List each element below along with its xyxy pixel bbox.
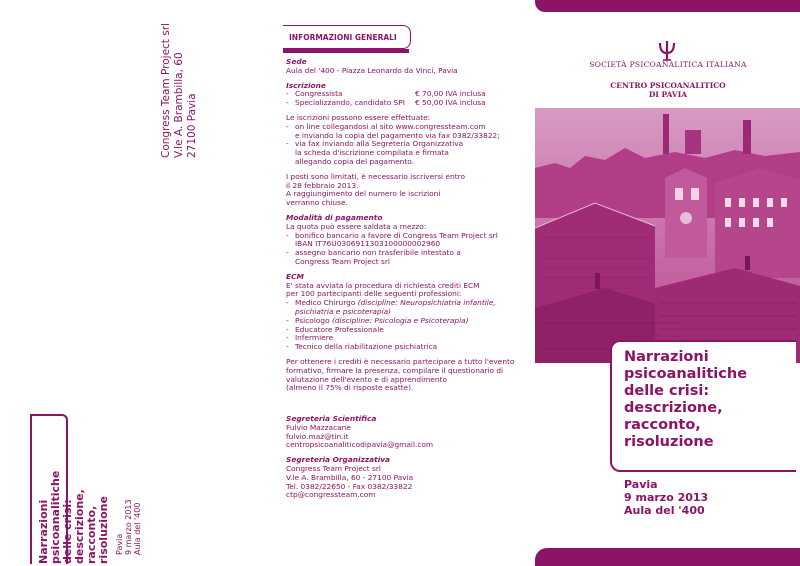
registration-intro: Le iscrizioni possono essere effettuate:: [286, 112, 431, 122]
fee-label: - Specializzando, candidato SPI: [295, 98, 405, 108]
limited-text: I posti sono limitati, è necessario iscriversi entro: [286, 171, 465, 181]
organizing-email: ctp@congressteam.com: [286, 490, 376, 500]
back-title-line: delle crisi:: [61, 499, 74, 564]
cover-title-line: Narrazioni: [624, 349, 709, 365]
registration-fax-cont: la scheda d'iscrizione compilata e firmata: [295, 148, 449, 158]
cover-venue: Aula del '400: [624, 504, 705, 517]
organizing-address: V.le A. Brambilla, 60 - 27100 Pavia: [286, 472, 414, 482]
top-band: [535, 0, 800, 12]
back-title-line: descrizione,: [73, 489, 86, 564]
mailing-company: Congress Team Project srl: [160, 23, 172, 158]
credits-text: formativo, firmare la presenza, compilare il questionario di: [286, 365, 504, 375]
cover-title-line: descrizione,: [624, 400, 723, 416]
scientific-email: centropsicoanaliticodipavia@gmail.com: [286, 440, 434, 450]
mailing-street: V.le A. Brambilla, 60: [173, 52, 185, 158]
cover-event-info: [624, 478, 774, 517]
credits-text: valutazione dell'evento e di apprendimento: [286, 374, 448, 384]
profession-item: - Educatore Professionale: [286, 326, 526, 335]
cover-title-line: psicoanalitiche: [624, 366, 748, 382]
society-name: SOCIETÀ PSICOANALITICA ITALIANA: [589, 60, 747, 69]
organizing-secretariat-title: Segreteria Organizzativa: [286, 455, 391, 465]
fee-label: - Congressista: [295, 89, 343, 99]
centro-line: CENTRO PSICOANALITICO: [610, 81, 726, 90]
back-date: 9 marzo 2013: [124, 499, 133, 555]
back-title-line: psicoanalitiche: [49, 470, 62, 564]
payment-iban: IBAN IT76U0306911303100000002960: [295, 239, 441, 249]
profession-item: - Infermiere: [286, 334, 526, 343]
back-title: [38, 414, 108, 564]
iscrizione-title: Iscrizione: [286, 80, 326, 90]
organizing-name: Congress Team Project srl: [286, 464, 381, 474]
back-city: Pavia: [115, 533, 124, 555]
fee-price: € 50,00 IVA inclusa: [415, 98, 486, 108]
registration-fax: - via fax inviando alla Segreteria Organizzativa: [286, 140, 526, 149]
credits-text: Per ottenere i crediti è necessario partecipare a tutto l'evento: [286, 356, 515, 366]
cover-title-line: delle crisi:: [624, 383, 710, 399]
bottom-band: [535, 548, 800, 566]
back-event-info: [115, 455, 155, 555]
registration-online-cont: e inviando la copia del pagamento via fax 0382/33822;: [295, 130, 500, 140]
ecm-title: ECM: [286, 271, 304, 281]
registration-fax-cont: allegando copia del pagamento.: [295, 156, 415, 166]
profession-item: - Psicologo (discipline: Psicologia e Psicoterapia): [286, 317, 526, 326]
payment-check: - assegno bancario non trasferibile intestato a: [286, 249, 526, 258]
centro-name: [560, 81, 776, 99]
payment-bank: - bonifico bancario a favore di Congress Team Project srl: [286, 232, 526, 241]
fee-row: [286, 99, 526, 108]
back-title-line: racconto,: [85, 505, 98, 564]
ecm-text: E' stata avviata la procedura di richiesta crediti ECM: [286, 280, 480, 290]
limited-text: il 28 febbraio 2013.: [286, 180, 359, 190]
ecm-text: per 100 partecipanti delle seguenti professioni:: [286, 289, 462, 299]
scientific-secretariat-title: Segreteria Scientifica: [286, 414, 377, 424]
cover-city: Pavia: [624, 478, 658, 491]
mailing-city: 27100 Pavia: [186, 93, 198, 158]
back-venue: Aula del '400: [133, 502, 142, 555]
cover-title: [624, 349, 794, 451]
mailing-address: [160, 8, 290, 158]
payment-check-cont: Congress Team Project srl: [295, 256, 390, 266]
cover-title-line: risoluzione: [624, 434, 714, 450]
info-heading: INFORMAZIONI GENERALI: [283, 25, 411, 49]
scientific-name: Fulvio Mazzacane: [286, 422, 351, 432]
sede-text: Aula del '400 - Piazza Leonardo da Vinci, Pavia: [286, 65, 458, 75]
registration-online: - on line collegandosi al sito www.congressteam.com: [286, 123, 526, 132]
limited-text: verranno chiuse.: [286, 198, 348, 208]
centro-line: DI PAVIA: [648, 90, 688, 99]
profession-item: - Medico Chirurgo (discipline: Neuropsichiatria infantile,: [286, 299, 526, 308]
psi-icon: [655, 38, 679, 62]
pavia-rooftops-photo: [535, 108, 800, 363]
payment-intro: La quota può essere saldata a mezzo:: [286, 221, 427, 231]
info-heading-bar: [283, 49, 409, 53]
fee-price: € 70,00 IVA inclusa: [415, 89, 486, 99]
credits-text: (almeno il 75% di risposte esatte).: [286, 383, 414, 393]
profession-item-cont: psichiatria e psicoterapia): [295, 306, 392, 316]
organizing-phone: Tel. 0382/22650 - Fax 0382/33822: [286, 481, 413, 491]
general-info: [286, 58, 526, 500]
scientific-email: fulvio.maz@tin.it: [286, 431, 349, 441]
sede-title: Sede: [286, 57, 307, 66]
limited-text: A raggiungimento del numero le iscrizioni: [286, 189, 441, 199]
back-title-line: Narrazioni: [37, 499, 50, 564]
payment-title: Modalità di pagamento: [286, 212, 383, 222]
cover-title-line: racconto,: [624, 417, 701, 433]
profession-item: - Tecnico della riabilitazione psichiatrica: [286, 343, 526, 352]
back-title-line: risoluzione: [97, 496, 110, 564]
cover-date: 9 marzo 2013: [624, 491, 709, 504]
